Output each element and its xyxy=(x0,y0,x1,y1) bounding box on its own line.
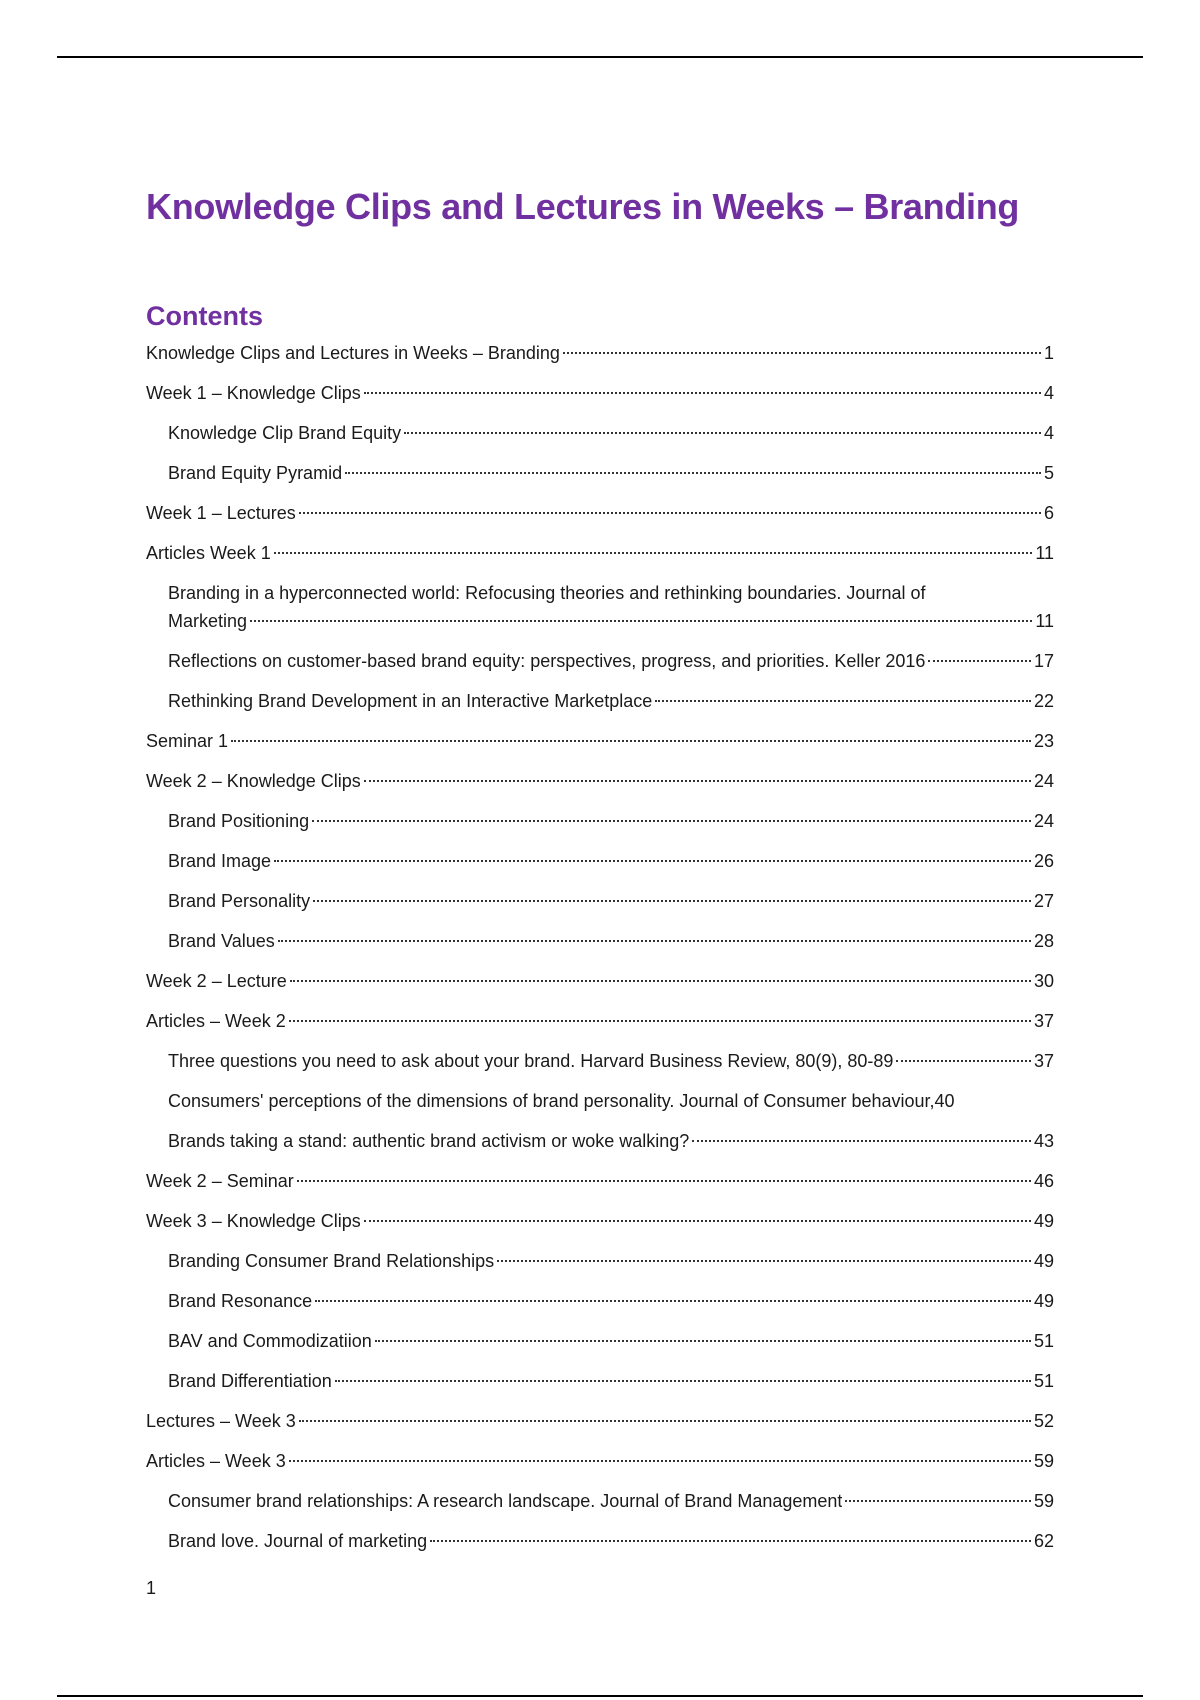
toc-leader xyxy=(289,1460,1031,1462)
toc-entry-text: Brand Image xyxy=(168,851,272,871)
toc-entry[interactable] xyxy=(146,1487,1054,1515)
toc-entry[interactable] xyxy=(146,887,1054,915)
toc-leader xyxy=(250,620,1032,622)
toc-entry-text: Seminar 1 xyxy=(146,731,229,751)
toc-leader xyxy=(297,1180,1031,1182)
toc-entry[interactable] xyxy=(146,1447,1054,1475)
toc-entry[interactable] xyxy=(146,459,1054,487)
toc-entry-text-continued: Marketing xyxy=(168,611,248,631)
toc-entry-text: Brand Personality xyxy=(168,891,311,911)
toc-leader xyxy=(231,740,1031,742)
toc-entry-page: 37 xyxy=(1033,1051,1054,1071)
toc-entry-text: Reflections on customer-based brand equity: perspectives, progress, and priorities. Keller 2016 xyxy=(168,651,926,671)
toc-entry-page: 1 xyxy=(1043,343,1054,363)
toc-leader xyxy=(299,512,1041,514)
toc-leader xyxy=(289,1020,1031,1022)
toc-entry-page: 40 xyxy=(934,1091,955,1111)
toc-entry-text: Brand Equity Pyramid xyxy=(168,463,343,483)
toc-entry-text: Brand Resonance xyxy=(168,1291,313,1311)
toc-entry-text: Brand Values xyxy=(168,931,275,951)
toc-entry[interactable] xyxy=(146,807,1054,835)
toc-entry[interactable] xyxy=(146,539,1054,567)
toc-entry[interactable] xyxy=(146,967,1054,995)
toc-leader xyxy=(655,700,1031,702)
toc-entry[interactable] xyxy=(146,1207,1054,1235)
toc-entry-page: 24 xyxy=(1033,771,1054,791)
toc-entry-text: Brands taking a stand: authentic brand activism or woke walking? xyxy=(168,1131,690,1151)
toc-entry-page: 30 xyxy=(1033,971,1054,991)
toc-entry-text: Consumers' perceptions of the dimensions of brand personality. Journal of Consumer behaviour, xyxy=(168,1091,935,1111)
toc-entry-text: Week 2 – Seminar xyxy=(146,1171,294,1191)
toc-leader xyxy=(364,392,1041,394)
toc-leader xyxy=(404,432,1041,434)
toc-entry-page: 4 xyxy=(1043,383,1054,403)
toc-entry[interactable] xyxy=(146,927,1054,955)
toc-entry-page: 59 xyxy=(1033,1451,1054,1471)
toc-entry[interactable] xyxy=(146,1167,1054,1195)
toc-entry[interactable] xyxy=(146,379,1054,407)
toc-heading: Contents xyxy=(146,301,263,331)
toc-leader xyxy=(375,1340,1031,1342)
toc-entry-text: Week 1 – Lectures xyxy=(146,503,296,523)
toc-leader xyxy=(845,1500,1031,1502)
toc-entry-text: Branding Consumer Brand Relationships xyxy=(168,1251,495,1271)
toc-leader xyxy=(278,940,1031,942)
header-rule xyxy=(57,56,1143,58)
toc-entry-page: 49 xyxy=(1033,1211,1054,1231)
toc-leader xyxy=(430,1540,1031,1542)
toc-entry-text: Knowledge Clip Brand Equity xyxy=(168,423,402,443)
toc-entry-page: 11 xyxy=(1035,543,1054,563)
toc-entry-page: 59 xyxy=(1033,1491,1054,1511)
toc-leader xyxy=(274,552,1033,554)
toc-entry[interactable] xyxy=(146,1367,1054,1395)
toc-entry-page: 27 xyxy=(1033,891,1054,911)
toc-entry-page: 28 xyxy=(1033,931,1054,951)
toc-entry-page: 17 xyxy=(1033,651,1054,671)
toc-leader xyxy=(364,780,1031,782)
toc-entry[interactable] xyxy=(146,419,1054,447)
toc-leader xyxy=(299,1420,1031,1422)
toc-leader xyxy=(563,352,1041,354)
toc-leader xyxy=(315,1300,1031,1302)
table-of-contents xyxy=(146,339,1054,1567)
toc-leader xyxy=(345,472,1041,474)
toc-entry[interactable] xyxy=(146,847,1054,875)
toc-entry-text: Brand love. Journal of marketing xyxy=(168,1531,428,1551)
toc-entry-text: Week 2 – Knowledge Clips xyxy=(146,771,361,791)
toc-entry-text: Branding in a hyperconnected world: Refocusing theories and rethinking boundaries. Journal of xyxy=(168,583,926,603)
toc-entry-text: Consumer brand relationships: A research landscape. Journal of Brand Management xyxy=(168,1491,843,1511)
toc-leader xyxy=(335,1380,1031,1382)
toc-entry-page: 37 xyxy=(1033,1011,1054,1031)
toc-entry-page: 5 xyxy=(1043,463,1054,483)
toc-entry[interactable] xyxy=(146,1287,1054,1315)
toc-entry[interactable] xyxy=(146,1127,1054,1155)
toc-leader xyxy=(497,1260,1031,1262)
toc-entry-text: Week 2 – Lecture xyxy=(146,971,287,991)
toc-entry[interactable] xyxy=(146,1247,1054,1275)
toc-entry[interactable] xyxy=(146,1007,1054,1035)
toc-entry-text: BAV and Commodizatiion xyxy=(168,1331,372,1351)
toc-entry-page: 51 xyxy=(1033,1371,1054,1391)
toc-entry-page: 26 xyxy=(1033,851,1054,871)
toc-entry-page: 51 xyxy=(1033,1331,1054,1351)
toc-entry[interactable] xyxy=(146,1327,1054,1355)
toc-entry-continuation xyxy=(168,607,1054,635)
toc-entry-text: Knowledge Clips and Lectures in Weeks – Branding xyxy=(146,343,560,363)
toc-entry-text: Lectures – Week 3 xyxy=(146,1411,296,1431)
toc-entry[interactable] xyxy=(146,1527,1054,1555)
toc-entry-page: 43 xyxy=(1033,1131,1054,1151)
toc-leader xyxy=(312,820,1031,822)
toc-entry-page: 4 xyxy=(1043,423,1054,443)
toc-leader xyxy=(313,900,1031,902)
toc-entry-text: Rethinking Brand Development in an Interactive Marketplace xyxy=(168,691,653,711)
toc-entry[interactable] xyxy=(146,687,1054,715)
toc-entry-text: Three questions you need to ask about your brand. Harvard Business Review, 80(9), 80-89 xyxy=(168,1051,894,1071)
toc-entry[interactable] xyxy=(146,1087,1054,1115)
toc-entry-page: 49 xyxy=(1033,1251,1054,1271)
toc-entry-page: 22 xyxy=(1033,691,1054,711)
toc-entry-text: Articles – Week 3 xyxy=(146,1451,286,1471)
toc-entry-text: Week 1 – Knowledge Clips xyxy=(146,383,361,403)
toc-entry[interactable] xyxy=(146,1407,1054,1435)
toc-entry-text: Brand Differentiation xyxy=(168,1371,332,1391)
toc-entry-page: 52 xyxy=(1033,1411,1054,1431)
toc-leader xyxy=(364,1220,1031,1222)
toc-leader xyxy=(896,1060,1031,1062)
page-number: 1 xyxy=(146,1578,157,1598)
toc-entry[interactable] xyxy=(146,1047,1054,1075)
toc-entry-page: 46 xyxy=(1033,1171,1054,1191)
toc-entry-page: 6 xyxy=(1043,503,1054,523)
toc-entry-page: 11 xyxy=(1035,611,1054,631)
toc-entry[interactable] xyxy=(146,647,1054,675)
toc-entry[interactable] xyxy=(146,767,1054,795)
footer-rule xyxy=(57,1695,1143,1697)
toc-entry-text: Articles Week 1 xyxy=(146,543,271,563)
toc-entry[interactable] xyxy=(146,727,1054,755)
toc-entry-page: 62 xyxy=(1033,1531,1054,1551)
toc-leader xyxy=(274,860,1031,862)
toc-entry-text: Week 3 – Knowledge Clips xyxy=(146,1211,361,1231)
toc-entry[interactable] xyxy=(146,499,1054,527)
toc-entry[interactable] xyxy=(146,579,1054,635)
document-title: Knowledge Clips and Lectures in Weeks – Branding xyxy=(146,186,1020,227)
toc-leader xyxy=(290,980,1031,982)
toc-entry-page: 23 xyxy=(1033,731,1054,751)
toc-entry-text: Brand Positioning xyxy=(168,811,310,831)
toc-leader xyxy=(928,660,1031,662)
toc-leader xyxy=(692,1140,1031,1142)
toc-entry-text: Articles – Week 2 xyxy=(146,1011,286,1031)
toc-entry[interactable] xyxy=(146,339,1054,367)
toc-entry-page: 49 xyxy=(1033,1291,1054,1311)
toc-entry-page: 24 xyxy=(1033,811,1054,831)
